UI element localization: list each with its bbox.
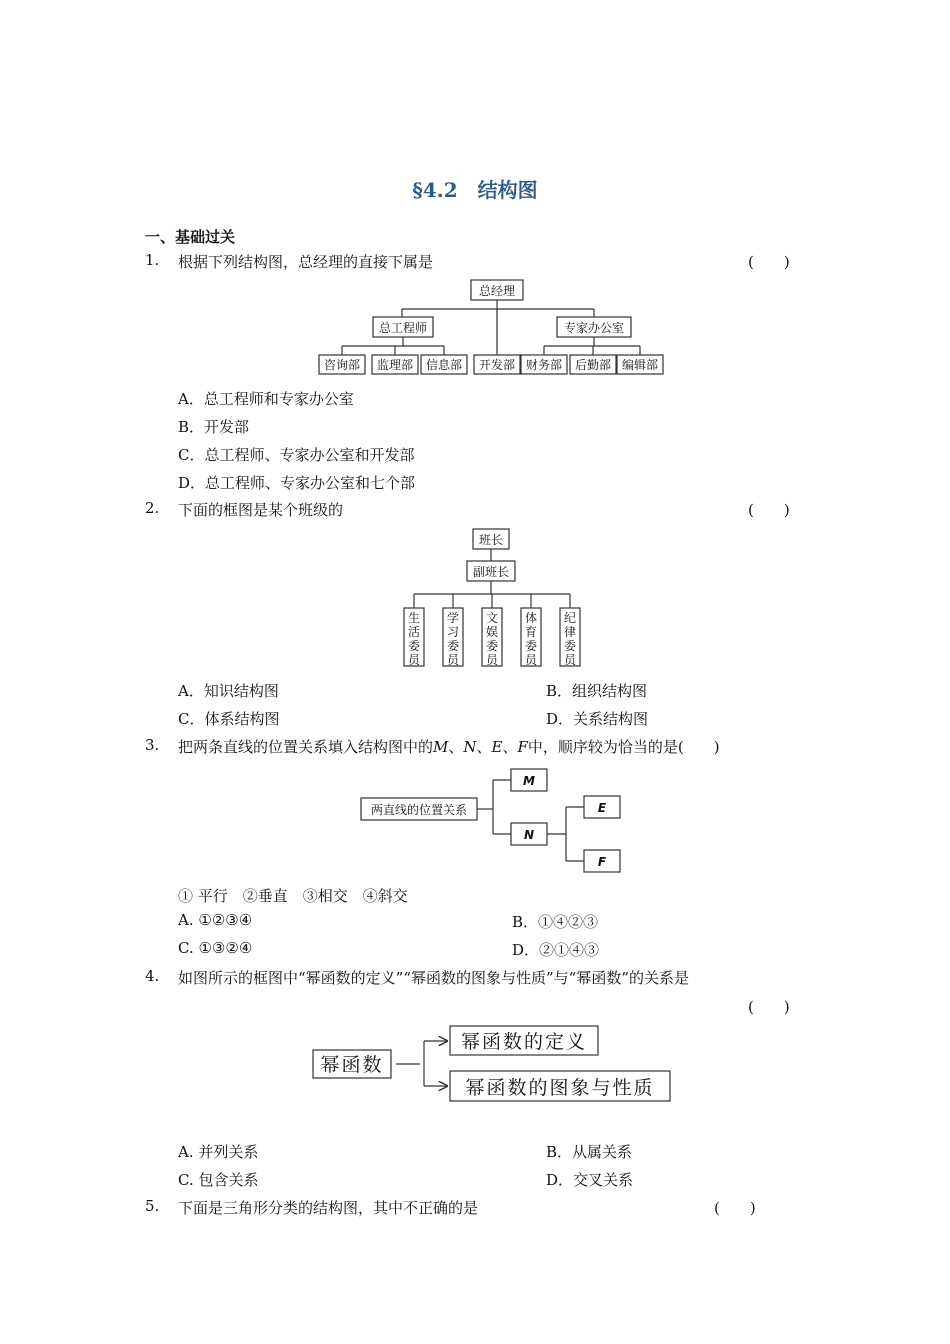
q3-node-root-label: 两直线的位置关系: [370, 803, 468, 817]
q5-text: 下面是三角形分类的结构图，其中不正确的是: [178, 1199, 479, 1217]
q2-option-d: D．关系结构图: [546, 710, 649, 728]
q3-sep: 、: [476, 738, 492, 756]
q1-answer-blank: ( ): [748, 253, 790, 271]
q2-text: 下面的框图是某个班级的: [178, 501, 344, 519]
q2-leaf-char: 活: [407, 625, 421, 639]
q4-number: 4.: [145, 967, 160, 985]
q1-option-b: B．开发部: [178, 418, 250, 436]
q2-leaf-char: 习: [446, 625, 460, 639]
q2-number: 2.: [145, 499, 160, 517]
q1-option-d: D．总工程师、专家办公室和七个部: [178, 474, 416, 492]
q3-option-a: A. ①②③④: [178, 911, 253, 929]
q1-leaf-label: 咨询部: [323, 358, 361, 372]
q3-sep: 、: [502, 738, 518, 756]
q2-option-a: A．知识结构图: [178, 682, 279, 700]
q2-leaf-char: 员: [524, 653, 538, 667]
q1-leaf-label: 财务部: [525, 358, 563, 372]
q1-option-c: C．总工程师、专家办公室和开发部: [178, 446, 415, 464]
q3-node-n-label: N: [523, 828, 535, 842]
q4-text: 如图所示的框图中“幂函数的定义”“幂函数的图象与性质”与“幂函数”的关系是: [178, 969, 690, 987]
q5-number: 5.: [145, 1197, 160, 1215]
q4-option-c: C. 包含关系: [178, 1171, 259, 1189]
q2-leaf-char: 员: [485, 653, 499, 667]
q2-leaf-char: 育: [524, 625, 538, 639]
q3-sep: 、: [448, 738, 464, 756]
q4-node-graph-properties-label: 幂函数的图象与性质: [465, 1077, 655, 1099]
q3-node-e-label: E: [597, 801, 607, 815]
q5-answer-blank: ( ): [714, 1199, 756, 1217]
q1-leaf-label: 后勤部: [574, 358, 612, 372]
q1-text: 根据下列结构图，总经理的直接下属是: [178, 253, 434, 271]
q4-option-d: D．交叉关系: [546, 1171, 634, 1189]
q1-leaf-label: 监理部: [376, 358, 414, 372]
q2-leaf: [560, 608, 580, 667]
q2-leaf-char: 委: [407, 639, 421, 653]
q4-option-a: A. 并列关系: [178, 1143, 259, 1161]
q3-var-f: F: [517, 738, 528, 756]
q3-option-d: D．②①④③: [512, 941, 600, 959]
q3-option-b: B．①④②③: [512, 913, 599, 931]
q2-node-monitor-label: 班长: [478, 533, 504, 547]
q1-leaf-label: 编辑部: [621, 358, 659, 372]
q1-org-chart: [310, 276, 680, 378]
q2-leaf-char: 员: [563, 653, 577, 667]
q1-option-a: A．总工程师和专家办公室: [178, 390, 354, 408]
q3-number: 3.: [145, 736, 160, 754]
q2-leaf: [521, 608, 541, 667]
q4-node-definition-label: 幂函数的定义: [460, 1031, 588, 1053]
q2-option-b: B．组织结构图: [546, 682, 648, 700]
q2-leaf: [443, 608, 463, 667]
q2-leaf-char: 委: [446, 639, 460, 653]
q2-leaf: [482, 608, 502, 667]
q3-var-m: M: [433, 738, 449, 756]
q2-class-chart: [395, 526, 591, 672]
q2-leaf-char: 生: [407, 611, 421, 625]
q1-node-expert-office-label: 专家办公室: [563, 321, 625, 335]
q2-leaf-char: 文: [485, 611, 499, 625]
q2-leaf-char: 娱: [485, 625, 499, 639]
q3-choices-line: ① 平行 ②垂直 ③相交 ④斜交: [178, 887, 408, 905]
q2-leaf-char: 体: [524, 611, 538, 625]
q2-leaf-char: 律: [563, 625, 577, 639]
q3-var-n: N: [463, 738, 477, 756]
q2-leaf-char: 员: [446, 653, 460, 667]
q3-relation-chart: [358, 764, 628, 876]
q1-node-chief-engineer-label: 总工程师: [378, 321, 428, 335]
q4-function-chart: [310, 1020, 675, 1105]
q2-leaf-char: 委: [563, 639, 577, 653]
section-heading: 一、基础过关: [145, 228, 236, 246]
page-title: §4.2 结构图: [412, 178, 538, 202]
q1-number: 1.: [145, 251, 160, 269]
q3-node-f-label: F: [597, 855, 607, 869]
q3-var-e: E: [491, 738, 503, 756]
q4-node-root-label: 幂函数: [320, 1054, 384, 1076]
q4-answer-blank: ( ): [748, 998, 790, 1016]
q1-leaf-label: 开发部: [478, 358, 516, 372]
q2-leaf-char: 委: [524, 639, 538, 653]
q2-leaf-char: 纪: [563, 611, 577, 625]
q2-leaf: [404, 608, 424, 667]
q2-leaf-char: 员: [407, 653, 421, 667]
q2-leaf-char: 委: [485, 639, 499, 653]
q1-node-root-label: 总经理: [478, 284, 516, 298]
q2-node-vice-monitor-label: 副班长: [472, 565, 510, 579]
q3-text-a: 把两条直线的位置关系填入结构图中的: [178, 738, 434, 756]
q3-text: [178, 736, 720, 757]
q2-leaf-char: 学: [446, 611, 460, 625]
q1-leaf-label: 信息部: [425, 358, 463, 372]
q3-node-m-label: M: [523, 774, 535, 788]
q3-option-c: C. ①③②④: [178, 939, 253, 957]
q2-option-c: C．体系结构图: [178, 710, 280, 728]
q2-answer-blank: ( ): [748, 501, 790, 519]
q4-option-b: B．从属关系: [546, 1143, 633, 1161]
q3-text-b: 中，顺序较为恰当的是( ): [527, 738, 720, 756]
